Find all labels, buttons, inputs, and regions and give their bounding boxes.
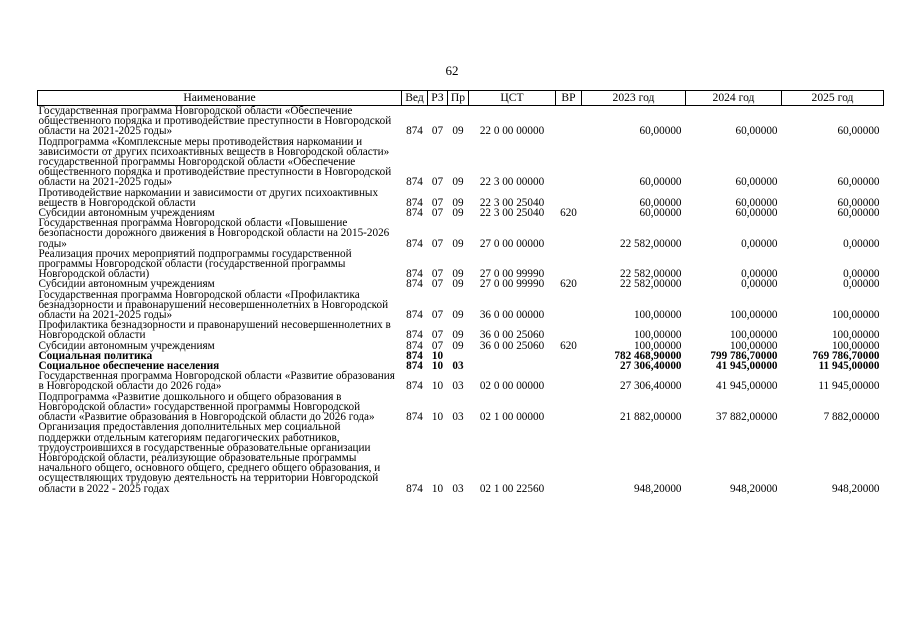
cell-y2023: 27 306,40000 xyxy=(619,380,682,393)
cell-vr xyxy=(556,392,582,423)
cell-cst: 36 0 00 00000 xyxy=(479,309,545,322)
cell-y2024: 41 945,00000 xyxy=(715,360,778,373)
cell-rz: 10 xyxy=(431,482,444,495)
table-body xyxy=(38,106,884,494)
cell-pr: 09 xyxy=(452,196,464,209)
cell-name: Социальное обеспечение населения xyxy=(38,360,220,373)
cell-vr xyxy=(556,320,582,340)
cell-y2024: 100,00000 xyxy=(729,339,778,352)
cell-y2023: 22 582,00000 xyxy=(619,278,682,291)
cell-y2023: 100,00000 xyxy=(633,329,682,342)
cell-y2023: 948,20000 xyxy=(633,482,682,495)
cell-pr: 03 xyxy=(452,482,464,495)
cell-vr: 620 xyxy=(560,278,577,291)
cell-pr: 09 xyxy=(452,339,464,352)
table-row xyxy=(38,218,884,249)
cell-y2025: 11 945,00000 xyxy=(818,360,880,373)
page-number: 62 xyxy=(445,63,459,78)
cell-y2025: 60,00000 xyxy=(837,196,880,209)
cell-pr: 09 xyxy=(452,329,464,342)
cell-pr: 09 xyxy=(452,125,464,138)
table-row xyxy=(38,371,884,391)
cell-y2024: 60,00000 xyxy=(735,207,778,220)
cell-cst: 22 3 00 00000 xyxy=(479,176,545,189)
cell-pr: 09 xyxy=(452,268,464,281)
cell-y2025: 11 945,00000 xyxy=(818,380,880,393)
cell-y2024: 60,00000 xyxy=(735,196,778,209)
cell-vr xyxy=(556,137,582,188)
cell-name: Субсидии автономным учреждениям xyxy=(38,278,215,291)
cell-cst: 27 0 00 99990 xyxy=(479,278,545,291)
cell-name: Государственная программа Новгородской области «Повышение безопасности дорожного движения в Новгородской области на 2015-2026 годы» xyxy=(38,217,390,250)
cell-cst: 22 3 00 25040 xyxy=(479,207,545,220)
cell-vr xyxy=(556,290,582,321)
cell-name: Государственная программа Новгородской области «Профилактика безнадзорности и правонарушений несовершеннолетних в Новгородской области на 2021-2025 годы» xyxy=(38,288,389,322)
cell-ved: 874 xyxy=(406,125,423,138)
header-ved: Вед xyxy=(402,91,428,106)
cell-rz: 07 xyxy=(431,207,444,220)
cell-cst xyxy=(469,361,556,371)
cell-y2025: 0,00000 xyxy=(843,237,880,250)
cell-name: Государственная программа Новгородской области «Обеспечение общественного порядка и противодействие преступности в Новгородской области на 2021-2025 годы» xyxy=(38,105,392,138)
table-row xyxy=(38,137,884,188)
cell-cst: 36 0 00 25060 xyxy=(479,339,545,352)
cell-ved: 874 xyxy=(406,360,423,373)
cell-cst xyxy=(469,351,556,361)
budget-table xyxy=(37,90,884,494)
cell-y2025: 948,20000 xyxy=(831,482,880,495)
cell-cst: 22 3 00 25040 xyxy=(479,196,545,209)
cell-pr: 03 xyxy=(452,411,464,424)
cell-cst: 02 1 00 00000 xyxy=(479,411,545,424)
cell-ved: 874 xyxy=(406,196,423,209)
cell-cst: 02 0 00 00000 xyxy=(479,380,545,393)
cell-rz: 07 xyxy=(431,125,444,138)
cell-pr: 09 xyxy=(452,309,464,322)
cell-name: Подпрограмма «Комплексные меры противодействия наркомании и зависимости от других психоактивных веществ в Новгородской области» государственной программы Новгородской области «Обеспечение общественного порядка и противодействие преступности в Новгородской области на 2021-2025 годы» xyxy=(38,135,392,189)
cell-y2024: 60,00000 xyxy=(735,125,778,138)
table-header-row xyxy=(38,91,884,106)
cell-name: Противодействие наркомании и зависимости от других психоактивных веществ в Новгородской области xyxy=(38,186,379,209)
cell-vr: 620 xyxy=(560,207,577,220)
header-vr: ВР xyxy=(556,91,582,106)
cell-rz: 10 xyxy=(431,349,444,362)
cell-rz: 07 xyxy=(431,309,444,322)
cell-y2025: 7 882,00000 xyxy=(823,411,880,424)
cell-pr: 03 xyxy=(452,360,464,373)
table-row xyxy=(38,290,884,321)
cell-pr: 03 xyxy=(452,380,464,393)
cell-y2025: 100,00000 xyxy=(831,309,880,322)
cell-ved: 874 xyxy=(406,380,423,393)
cell-y2025: 100,00000 xyxy=(831,339,880,352)
cell-ved: 874 xyxy=(406,268,423,281)
cell-y2023: 27 306,40000 xyxy=(619,360,682,373)
header-2023: 2023 год xyxy=(582,91,686,106)
cell-ved: 874 xyxy=(406,176,423,189)
cell-y2023: 22 582,00000 xyxy=(619,268,682,281)
cell-vr xyxy=(556,249,582,280)
table-row xyxy=(38,249,884,280)
cell-ved: 874 xyxy=(406,278,423,291)
cell-rz: 10 xyxy=(431,411,444,424)
cell-ved: 874 xyxy=(406,329,423,342)
cell-y2025: 769 786,70000 xyxy=(812,349,880,362)
header-name: Наименование xyxy=(38,91,402,106)
cell-y2024: 799 786,70000 xyxy=(710,349,778,362)
cell-y2024: 0,00000 xyxy=(741,268,778,281)
cell-ved: 874 xyxy=(406,207,423,220)
header-2024: 2024 год xyxy=(686,91,782,106)
cell-y2023: 100,00000 xyxy=(633,339,682,352)
header-cst: ЦСТ xyxy=(469,91,556,106)
cell-rz: 07 xyxy=(431,176,444,189)
cell-cst: 22 0 00 00000 xyxy=(479,125,545,138)
cell-cst: 02 1 00 22560 xyxy=(479,482,545,495)
cell-y2024: 0,00000 xyxy=(741,237,778,250)
cell-vr xyxy=(556,106,582,137)
table-row xyxy=(38,188,884,208)
cell-vr xyxy=(556,422,582,493)
cell-pr: 09 xyxy=(452,207,464,220)
cell-name: Социальная политика xyxy=(38,349,153,362)
cell-ved: 874 xyxy=(406,309,423,322)
cell-y2024: 100,00000 xyxy=(729,309,778,322)
cell-y2025: 100,00000 xyxy=(831,329,880,342)
cell-name: Субсидии автономным учреждениям xyxy=(38,339,215,352)
cell-y2023: 60,00000 xyxy=(639,207,682,220)
cell-vr xyxy=(556,351,582,361)
header-pr: Пр xyxy=(448,91,469,106)
cell-y2023: 782 468,90000 xyxy=(614,349,682,362)
cell-y2023: 22 582,00000 xyxy=(619,237,682,250)
cell-rz: 07 xyxy=(431,329,444,342)
cell-vr xyxy=(556,371,582,391)
cell-y2023: 60,00000 xyxy=(639,125,682,138)
cell-y2025: 0,00000 xyxy=(843,278,880,291)
cell-y2023: 60,00000 xyxy=(639,176,682,189)
cell-rz: 10 xyxy=(431,360,444,373)
cell-cst: 36 0 00 25060 xyxy=(479,329,545,342)
cell-rz: 07 xyxy=(431,237,444,250)
cell-y2025: 0,00000 xyxy=(843,268,880,281)
cell-cst: 27 0 00 00000 xyxy=(479,237,545,250)
cell-vr xyxy=(556,188,582,208)
header-rz: РЗ xyxy=(428,91,448,106)
cell-y2025: 60,00000 xyxy=(837,176,880,189)
cell-ved: 874 xyxy=(406,482,423,495)
cell-name: Подпрограмма «Развитие дошкольного и общего образования в Новгородской области» государственной программы Новгородской области «Развитие образования в Новгородской области до 2026 года» xyxy=(38,390,375,424)
cell-y2025: 60,00000 xyxy=(837,207,880,220)
cell-ved: 874 xyxy=(406,411,423,424)
cell-vr xyxy=(556,361,582,371)
table-row xyxy=(38,320,884,340)
cell-vr xyxy=(556,218,582,249)
cell-name: Субсидии автономным учреждениям xyxy=(38,207,215,220)
table-row xyxy=(38,392,884,423)
cell-name: Профилактика безнадзорности и правонарушений несовершеннолетних в Новгородской области xyxy=(38,319,391,342)
cell-rz: 07 xyxy=(431,268,444,281)
cell-y2024: 100,00000 xyxy=(729,329,778,342)
cell-pr: 09 xyxy=(452,176,464,189)
cell-pr: 09 xyxy=(452,237,464,250)
cell-rz: 07 xyxy=(431,339,444,352)
table-row xyxy=(38,422,884,493)
cell-pr: 09 xyxy=(452,278,464,291)
table-row xyxy=(38,106,884,137)
cell-y2023: 21 882,00000 xyxy=(619,411,682,424)
cell-y2024: 0,00000 xyxy=(741,278,778,291)
cell-rz: 07 xyxy=(431,278,444,291)
cell-y2023: 60,00000 xyxy=(639,196,682,209)
cell-name: Государственная программа Новгородской области «Развитие образования в Новгородской области до 2026 года» xyxy=(38,370,395,393)
cell-y2023: 100,00000 xyxy=(633,309,682,322)
cell-rz: 10 xyxy=(431,380,444,393)
cell-name: Организация предоставления дополнительных мер социальной поддержки отдельным категориям педагогических работников, трудоустроившихся в государственные образовательные организации Новгородской области, реализующие образовательные программы начального общего, основного общего, среднего общего образования, и осуществляющих трудовую деятельность на территории Новгородской области в 2022 - 2025 годах xyxy=(38,421,381,495)
cell-ved: 874 xyxy=(406,349,423,362)
cell-name: Реализация прочих мероприятий подпрограммы государственной программы Новгородской области (государственной программы Новгородской области) xyxy=(38,247,352,281)
cell-rz: 07 xyxy=(431,196,444,209)
cell-cst: 27 0 00 99990 xyxy=(479,268,545,281)
cell-y2025: 60,00000 xyxy=(837,125,880,138)
header-2025: 2025 год xyxy=(782,91,884,106)
cell-y2024: 37 882,00000 xyxy=(715,411,778,424)
cell-y2024: 60,00000 xyxy=(735,176,778,189)
cell-ved: 874 xyxy=(406,339,423,352)
cell-vr: 620 xyxy=(560,339,577,352)
cell-ved: 874 xyxy=(406,237,423,250)
cell-y2024: 41 945,00000 xyxy=(715,380,778,393)
cell-y2024: 948,20000 xyxy=(729,482,778,495)
